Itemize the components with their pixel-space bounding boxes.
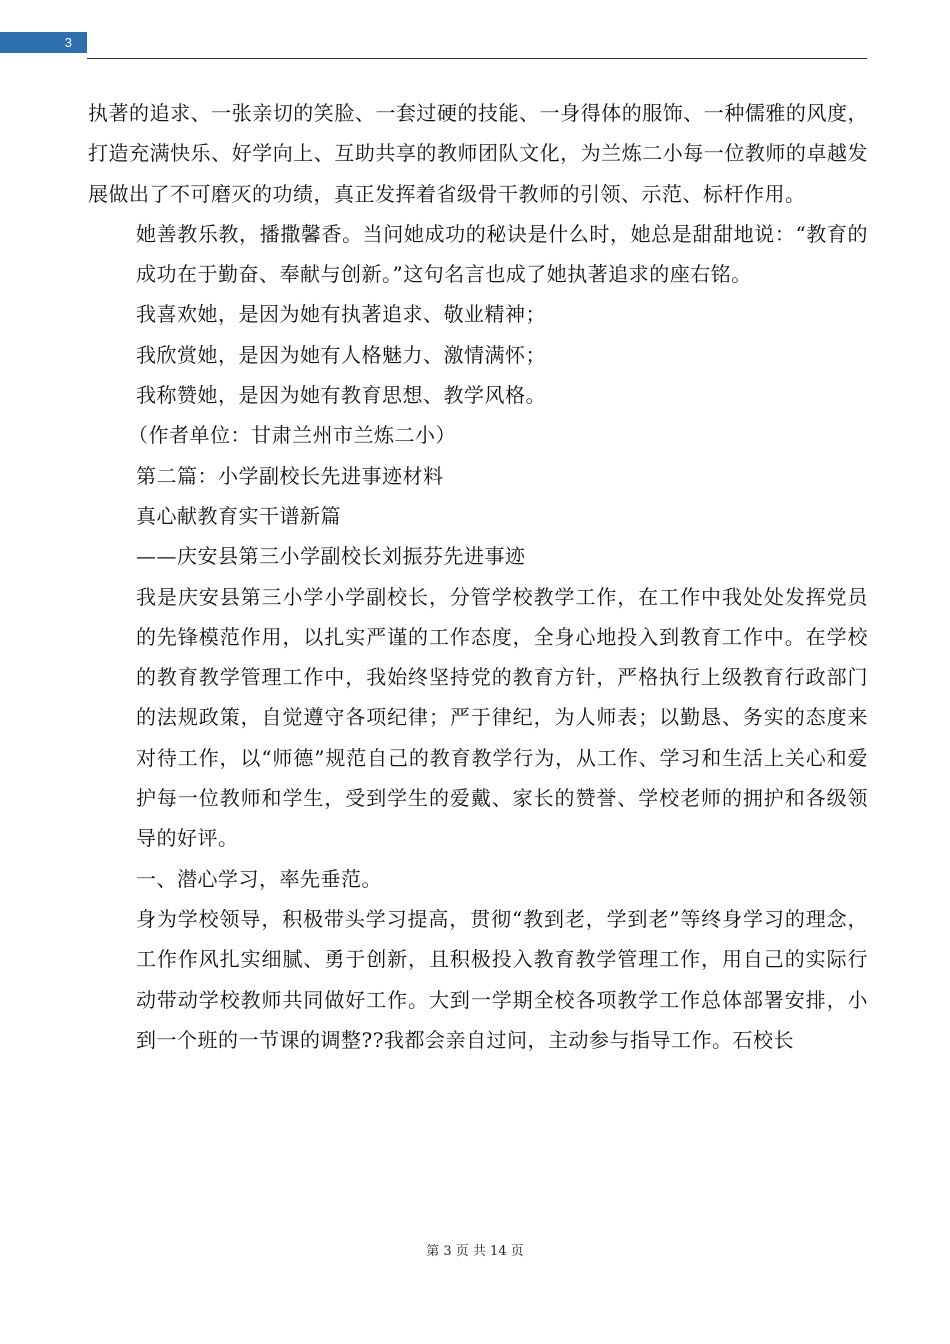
subsection-heading: 一、潜心学习，率先垂范。 xyxy=(136,866,382,891)
paragraph-study: 身为学校领导，积极带头学习提高，贯彻“教到老，学到老”等终身学习的理念，工作作风扎实细腻、勇于创新，且积极投入教育教学管理工作，用自己的实际行动带动学校教师共同做好工作。大到一学期全校各项教学工作总体部署安排，小到一个班的一节课的调整??我都会亲自过问，主动参与指导工作。石校长 xyxy=(136,906,868,1052)
paragraph-motto: 她善教乐教，播撒馨香。当问她成功的秘诀是什么时，她总是甜甜地说：“教育的成功在于勤奋、奉献与创新。”这句名言也成了她执著追求的座右铭。 xyxy=(136,221,868,287)
author-unit: （作者单位：甘肃兰州市兰炼二小） xyxy=(128,423,456,448)
section-heading: 第二篇：小学副校长先进事迹材料 xyxy=(136,463,444,488)
page-footer: 第 3 页 共 14 页 xyxy=(426,1244,524,1259)
line-praise: 我称赞她，是因为她有教育思想、教学风格。 xyxy=(136,383,546,408)
article-title: 真心献教育实干谱新篇 xyxy=(136,503,341,528)
line-like: 我喜欢她，是因为她有执著追求、敬业精神； xyxy=(136,302,546,327)
paragraph-intro: 我是庆安县第三小学小学副校长，分管学校教学工作，在工作中我处处发挥党员的先锋模范作用，以扎实严谨的工作态度，全身心地投入到教育工作中。在学校的教育教学管理工作中，我始终坚持党的教育方针，严格执行上级教育行政部门的法规政策，自觉遵守各项纪律；严于律纪，为人师表；以勤恳、务实的态度来对待工作，以“师德”规范自己的教育教学行为，从工作、学习和生活上关心和爱护每一位教师和学生，受到学生的爱戴、家长的赞誉、学校老师的拥护和各级领导的好评。 xyxy=(136,584,868,851)
line-appreciate: 我欣赏她，是因为她有人格魅力、激情满怀； xyxy=(136,342,546,367)
header-rule xyxy=(87,58,867,59)
paragraph-continued: 执著的追求、一张亲切的笑脸、一套过硬的技能、一身得体的服饰、一种儒雅的风度，打造充满快乐、好学向上、互助共享的教师团队文化，为兰炼二小每一位教师的卓越发展做出了不可磨灭的功绩，真正发挥着省级骨干教师的引领、示范、标杆作用。 xyxy=(88,101,868,206)
article-subtitle: ——庆安县第三小学副校长刘振芬先进事迹 xyxy=(136,544,526,569)
document-body xyxy=(88,93,868,1060)
page-number-tab: 3 xyxy=(0,32,87,53)
